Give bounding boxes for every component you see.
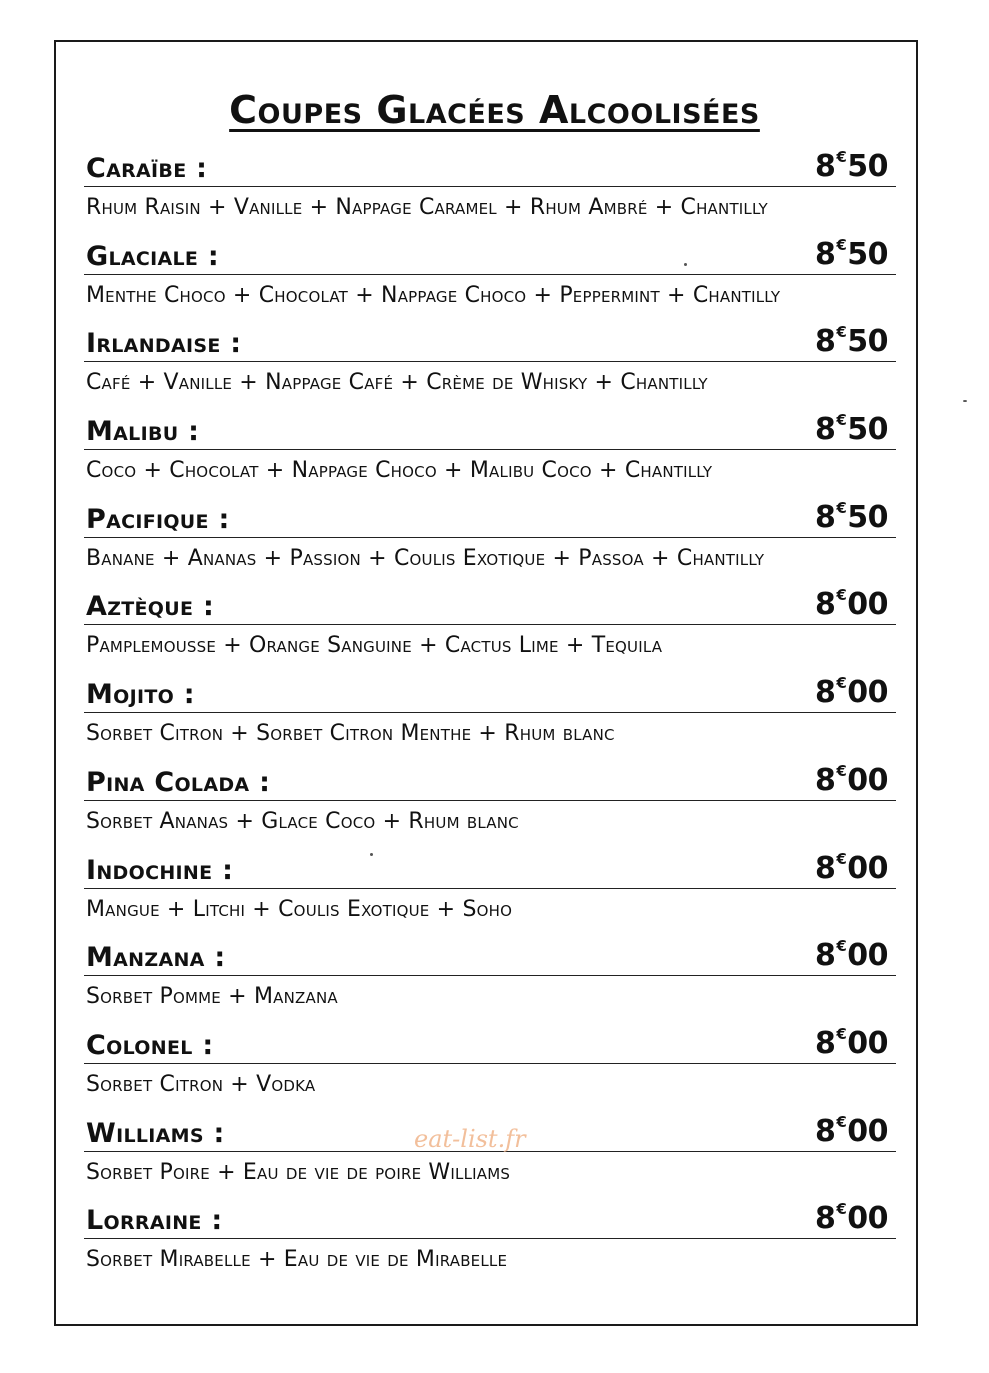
menu-item-header xyxy=(84,408,896,450)
menu-item-name: Aztèque : xyxy=(86,591,215,623)
price-integer: 8 xyxy=(814,412,836,448)
price-integer: 8 xyxy=(814,938,836,974)
price-decimal: 00 xyxy=(847,675,888,711)
price-decimal: 00 xyxy=(847,850,888,886)
menu-item-description: Coco + Chocolat + Nappage Choco + Malibu Coco + Chantilly xyxy=(86,458,713,484)
menu-item xyxy=(84,1022,896,1110)
currency-symbol: € xyxy=(836,498,847,517)
currency-symbol: € xyxy=(836,937,847,956)
menu-item-description: Menthe Choco + Chocolat + Nappage Choco + Peppermint + Chantilly xyxy=(86,282,781,308)
menu-item-description: Sorbet Ananas + Glace Coco + Rhum blanc xyxy=(86,808,519,834)
menu-item-price xyxy=(815,323,888,359)
price-integer: 8 xyxy=(814,675,836,711)
menu-item-price xyxy=(815,1200,888,1236)
menu-item xyxy=(84,1197,896,1285)
menu-item-price xyxy=(815,499,888,535)
menu-item-description: Sorbet Poire + Eau de vie de poire Williams xyxy=(86,1159,511,1185)
menu-item-description: Pamplemousse + Orange Sanguine + Cactus Lime + Tequila xyxy=(86,633,663,659)
menu-item xyxy=(84,320,896,408)
menu-item xyxy=(84,408,896,496)
menu-item xyxy=(84,847,896,935)
menu-item-price xyxy=(815,674,888,710)
menu-item-header xyxy=(84,496,896,538)
menu-item-header xyxy=(84,759,896,801)
currency-symbol: € xyxy=(836,674,847,693)
menu-item-name: Pacifique : xyxy=(86,503,230,535)
price-decimal: 00 xyxy=(847,938,888,974)
price-integer: 8 xyxy=(814,324,836,360)
menu-item-description: Sorbet Pomme + Manzana xyxy=(86,984,338,1010)
menu-item xyxy=(84,1110,896,1198)
menu-item-name: Williams : xyxy=(86,1117,225,1149)
menu-item xyxy=(84,583,896,671)
menu-item-price xyxy=(815,1025,888,1061)
menu-item-name: Caraïbe : xyxy=(86,153,208,184)
currency-symbol: € xyxy=(836,1024,847,1043)
menu-item-description: Banane + Ananas + Passion + Coulis Exotique + Passoa + Chantilly xyxy=(86,545,765,571)
menu-list xyxy=(84,145,896,1285)
menu-item-name: Malibu : xyxy=(86,416,200,448)
menu-item-header xyxy=(84,1197,896,1239)
menu-item-name: Colonel : xyxy=(86,1029,214,1061)
price-decimal: 00 xyxy=(847,1201,888,1237)
menu-item-description: Sorbet Mirabelle + Eau de vie de Mirabelle xyxy=(86,1247,508,1273)
menu-item-header xyxy=(84,145,896,187)
price-decimal: 50 xyxy=(847,236,888,272)
currency-symbol: € xyxy=(836,849,847,868)
currency-symbol: € xyxy=(836,323,847,342)
price-decimal: 00 xyxy=(847,1113,888,1149)
menu-item-name: Mojito : xyxy=(86,679,195,711)
price-decimal: 50 xyxy=(847,149,888,184)
price-integer: 8 xyxy=(814,1201,836,1237)
menu-item xyxy=(84,759,896,847)
menu-item-price xyxy=(815,148,888,184)
watermark: eat-list.fr xyxy=(414,1125,526,1153)
price-integer: 8 xyxy=(814,587,836,623)
menu-item-name: Irlandaise : xyxy=(86,328,242,360)
price-decimal: 50 xyxy=(847,412,888,448)
price-decimal: 00 xyxy=(847,587,888,623)
menu-item xyxy=(84,671,896,759)
menu-item-name: Indochine : xyxy=(86,854,234,886)
price-integer: 8 xyxy=(814,149,836,184)
price-integer: 8 xyxy=(814,850,836,886)
currency-symbol: € xyxy=(836,148,847,166)
scan-speck xyxy=(963,400,967,402)
menu-item-description: Mangue + Litchi + Coulis Exotique + Soho xyxy=(86,896,513,922)
menu-item-description: Sorbet Citron + Vodka xyxy=(86,1071,316,1097)
currency-symbol: € xyxy=(836,761,847,780)
menu-item xyxy=(84,145,896,233)
price-decimal: 50 xyxy=(847,324,888,360)
menu-item-description: Sorbet Citron + Sorbet Citron Menthe + Rhum blanc xyxy=(86,721,615,747)
currency-symbol: € xyxy=(836,586,847,605)
currency-symbol: € xyxy=(836,1200,847,1219)
currency-symbol: € xyxy=(836,1112,847,1131)
price-integer: 8 xyxy=(814,499,836,535)
price-decimal: 50 xyxy=(847,499,888,535)
menu-item xyxy=(84,496,896,584)
menu-item-price xyxy=(815,937,888,973)
menu-item-name: Pina Colada : xyxy=(86,766,271,798)
menu-item-header xyxy=(84,847,896,889)
menu-item-header xyxy=(84,583,896,625)
menu-item-price xyxy=(815,586,888,622)
currency-symbol: € xyxy=(836,411,847,430)
menu-item xyxy=(84,934,896,1022)
price-integer: 8 xyxy=(814,1025,836,1061)
menu-item-price xyxy=(815,411,888,447)
menu-item-header xyxy=(84,671,896,713)
scan-speck xyxy=(370,853,373,856)
price-decimal: 00 xyxy=(847,762,888,798)
menu-item-name: Glaciale : xyxy=(86,240,219,272)
menu-item xyxy=(84,233,896,321)
menu-item-description: Rhum Raisin + Vanille + Nappage Caramel + Rhum Ambré + Chantilly xyxy=(86,195,768,220)
scan-speck xyxy=(684,263,687,266)
menu-item-description: Café + Vanille + Nappage Café + Crème de Whisky + Chantilly xyxy=(86,370,708,396)
currency-symbol: € xyxy=(836,235,847,254)
price-integer: 8 xyxy=(814,762,836,798)
menu-item-price xyxy=(815,762,888,798)
price-decimal: 00 xyxy=(847,1025,888,1061)
menu-item-name: Lorraine : xyxy=(86,1205,223,1237)
menu-item-header xyxy=(84,233,896,275)
menu-item-price xyxy=(815,236,888,272)
price-integer: 8 xyxy=(814,1113,836,1149)
menu-item-header xyxy=(84,1022,896,1064)
menu-item-price xyxy=(815,1113,888,1149)
menu-item-header xyxy=(84,934,896,976)
menu-item-header xyxy=(84,320,896,362)
menu-title: Coupes Glacées Alcoolisées xyxy=(229,88,760,132)
price-integer: 8 xyxy=(814,236,836,272)
menu-item-name: Manzana : xyxy=(86,942,226,974)
menu-item-price xyxy=(815,850,888,886)
